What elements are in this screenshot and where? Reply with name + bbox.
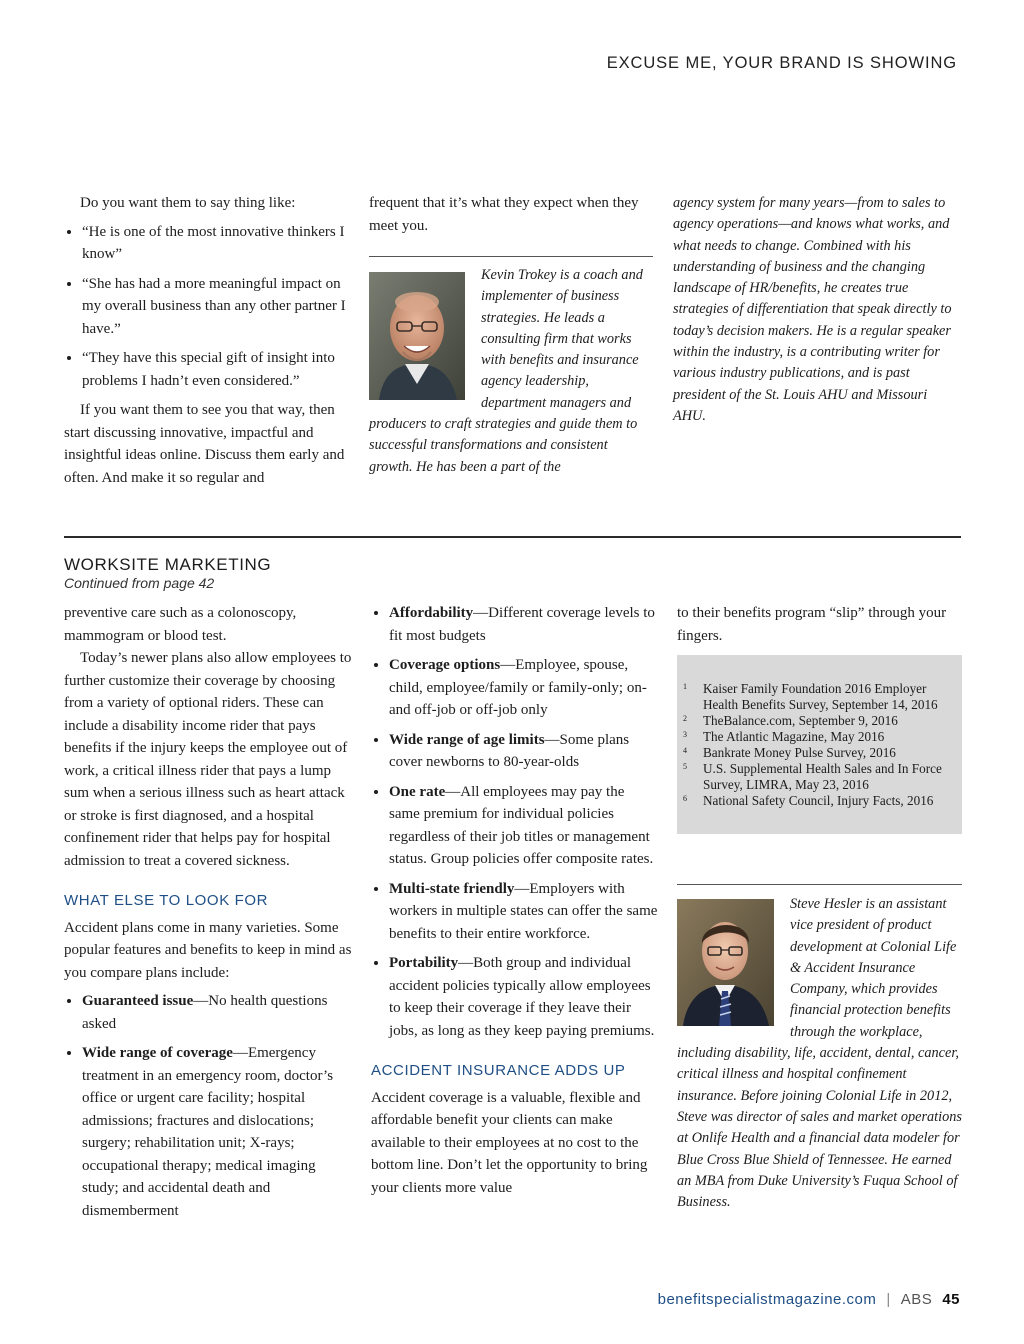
footer-magazine: ABS xyxy=(900,1291,933,1308)
bio-divider xyxy=(369,256,653,257)
feature-term: Multi-state friendly xyxy=(389,880,515,897)
reference-text: U.S. Supplemental Health Sales and In Force Survey, LIMRA, May 23, 2016 xyxy=(703,761,942,792)
subhead-what-else: WHAT ELSE TO LOOK FOR xyxy=(64,892,269,909)
page-number: 45 xyxy=(942,1291,960,1308)
reference-number: 4 xyxy=(683,746,687,755)
reference-item xyxy=(677,729,955,745)
feature-text: —Employers with workers in multiple states can offer the same benefits to their entire workforce. xyxy=(389,880,658,942)
feature-text: —Employee, spouse, child, employee/family or family-only; on- and off-job or off-job only xyxy=(389,657,647,718)
photo-spacer xyxy=(369,265,481,403)
feature-term: Coverage options xyxy=(389,657,501,673)
body-paragraph: If you want them to see you that way, then start discussing innovative, impactful and insightful ideas online. Discuss them early and often. And make it so regular and xyxy=(64,402,345,486)
reference-text: The Atlantic Magazine, May 2016 xyxy=(703,729,885,744)
feature-list xyxy=(64,990,353,1222)
feature-term: Wide range of age limits xyxy=(389,731,545,748)
footer-website: benefitspecialistmagazine.com xyxy=(657,1291,877,1308)
feature-term: Affordability xyxy=(389,605,474,621)
feature-item xyxy=(82,1042,353,1222)
top-column-2 xyxy=(369,192,653,237)
intro-text: Do you want them to say thing like: xyxy=(80,195,296,211)
body-paragraph: Today’s newer plans also allow employees to further customize their coverage by choosing from a variety of optional riders. These can include a disability income rider that pays benefits if the injury keeps the employee out of work, a critical illness rider that pays a lump sum when a serious illness such as heart attack or stroke is first diagnosed, and a hospital confinement rider that helps pay for hospital admission to treat a covered sickness. xyxy=(64,650,352,869)
feature-item xyxy=(389,602,658,647)
author-bio-steve-hesler xyxy=(677,894,963,1213)
bottom-column-3-text xyxy=(677,602,961,647)
feature-term: Guaranteed issue xyxy=(82,993,194,1009)
feature-term: Portability xyxy=(389,955,459,971)
bottom-column-1 xyxy=(64,602,353,1229)
footer-separator: | xyxy=(886,1291,891,1308)
reference-item xyxy=(677,793,955,809)
bio-text: Kevin Trokey is a coach and implementer of business strategies. He leads a consulting firm that works with benefits and insurance agency leadership, department managers and producers to craft strategies and guide them to successful transformations and consistent growth. He has been a part of the xyxy=(369,267,643,475)
feature-item xyxy=(389,729,658,774)
reference-item xyxy=(677,761,955,793)
top-column-1 xyxy=(64,192,348,489)
bio-text: Steve Hesler is an assistant vice president of product development at Colonial Life & Accident Insurance Company, which provides financial protection benefits through the workplace, including disability, life, accident, dental, cancer, critical illness and hospital confinement insurance. Before joining Colonial Life in 2012, Steve was director of sales and market operations at Onlife Health and a financial data modeler for Blue Cross Blue Shield of Tennessee. He earned an MBA from Duke University’s Fuqua School of Business. xyxy=(677,896,962,1211)
feature-text: —Different coverage levels to fit most budgets xyxy=(389,605,655,644)
subhead-accident-insurance: ACCIDENT INSURANCE ADDS UP xyxy=(371,1062,626,1079)
feature-item xyxy=(82,990,353,1035)
reference-number: 5 xyxy=(683,762,687,771)
reference-number: 1 xyxy=(683,682,687,691)
feature-item xyxy=(389,654,658,722)
feature-text: —Emergency treatment in an emergency room, doctor’s office or urgent care facility; hospital admissions; fractures and dislocations; surgery; rehabilitation unit; X-rays; occupational therapy; medical imaging study; and accidental death and dismemberment xyxy=(82,1045,334,1219)
feature-term: One rate xyxy=(389,783,446,800)
reference-text: TheBalance.com, September 9, 2016 xyxy=(703,713,898,728)
feature-item xyxy=(389,781,658,871)
reference-text: Bankrate Money Pulse Survey, 2016 xyxy=(703,745,896,760)
feature-text: —No health questions asked xyxy=(82,993,328,1032)
reference-item xyxy=(677,713,955,729)
running-header: EXCUSE ME, YOUR BRAND IS SHOWING xyxy=(606,54,957,72)
feature-item xyxy=(389,952,658,1042)
feature-text: —Some plans cover newborns to 80-year-olds xyxy=(389,731,630,770)
photo-spacer xyxy=(677,894,790,1030)
section-title: WORKSITE MARKETING xyxy=(64,555,272,574)
body-paragraph: frequent that it’s what they expect when they meet you. xyxy=(369,195,639,234)
bio-divider xyxy=(677,884,962,885)
reference-item xyxy=(677,681,955,713)
body-paragraph: Accident coverage is a valuable, flexible and affordable benefit your clients can make available to their employees at no cost to the bottom line. Don’t let the opportunity to bring your clients more value xyxy=(371,1089,648,1196)
continued-note: Continued from page 42 xyxy=(64,575,215,591)
reference-number: 6 xyxy=(683,794,687,803)
feature-text: —Both group and individual accident policies typically allow employees to keep their coverage if they leave their jobs, as long as they keep paying premiums. xyxy=(389,955,655,1039)
reference-text: Kaiser Family Foundation 2016 Employer Health Benefits Survey, September 14, 2016 xyxy=(703,681,938,712)
section-divider xyxy=(64,536,961,538)
quote-list xyxy=(64,221,348,393)
body-paragraph: to their benefits program “slip” through your fingers. xyxy=(677,605,947,644)
author-bio-kevin-trokey xyxy=(369,265,653,478)
quote-item: • “He is one of the most innovative thinkers I know” xyxy=(82,221,348,266)
feature-term: Wide range of coverage xyxy=(82,1045,233,1061)
bottom-column-2 xyxy=(371,602,658,1199)
quote-item: • “They have this special gift of insight into problems I hadn’t even considered.” xyxy=(82,347,348,392)
reference-list xyxy=(677,681,955,809)
feature-item xyxy=(389,878,658,946)
reference-number: 3 xyxy=(683,730,687,739)
page-footer xyxy=(658,1291,960,1308)
reference-text: National Safety Council, Injury Facts, 2016 xyxy=(703,793,934,808)
body-paragraph: preventive care such as a colonoscopy, mammogram or blood test. xyxy=(64,605,297,644)
reference-number: 2 xyxy=(683,714,687,723)
references-box xyxy=(677,655,962,834)
reference-item xyxy=(677,745,955,761)
body-paragraph: Accident plans come in many varieties. Some popular features and benefits to keep in mind as you compare plans include: xyxy=(64,919,352,981)
quote-item: • “She has had a more meaningful impact on my overall business than any other partner I have.” xyxy=(82,273,348,341)
top-column-3 xyxy=(673,193,961,427)
bio-text-continued: agency system for many years—from to sales to agency operations—and knows what works, and what needs to change. Combined with his understanding of business and the changing landscape of HR/benefits, he creates true strategies of differentiation that speak directly to today’s decision makers. He is a regular speaker within the industry, is a contributing writer for various industry publications, and is past president of the St. Louis AHU and Missouri AHU. xyxy=(673,195,952,424)
feature-list xyxy=(371,602,658,1042)
feature-text: —All employees may pay the same premium for individual policies regardless of their job titles or management status. Group policies offer composite rates. xyxy=(389,783,654,867)
